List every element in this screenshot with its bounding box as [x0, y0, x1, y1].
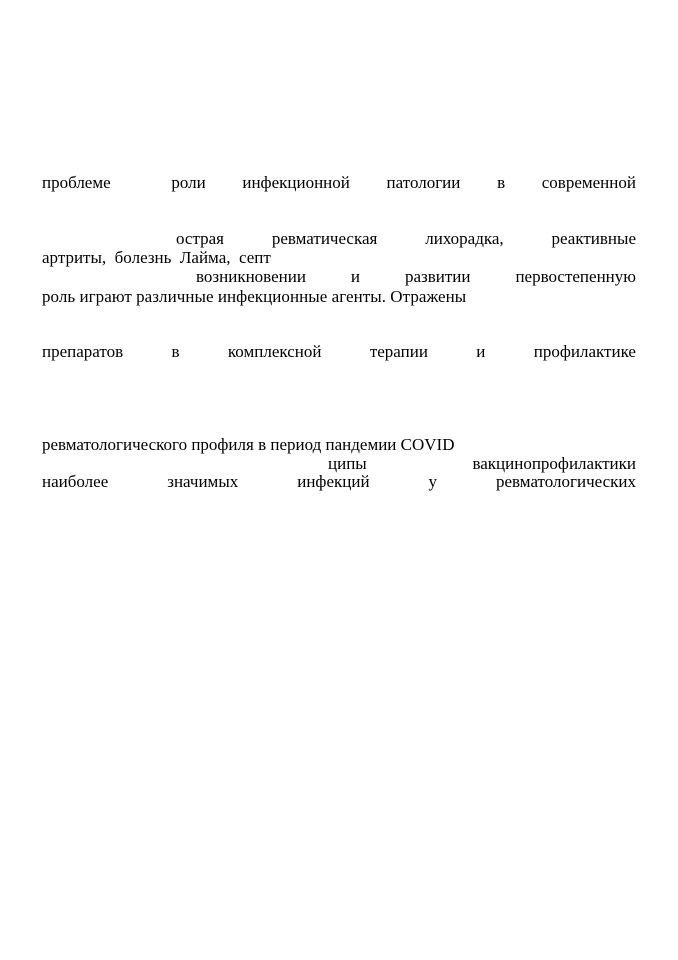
text-line-8: [328, 454, 636, 474]
word: у: [428, 472, 438, 491]
word: профилактике: [533, 342, 636, 361]
word: инфекционной: [242, 173, 350, 192]
word: наиболее: [42, 472, 109, 491]
text-line-2: [176, 229, 636, 249]
word: в: [171, 342, 180, 361]
word: терапии: [369, 342, 428, 361]
word: значимых: [167, 472, 239, 491]
word: комплексной: [227, 342, 322, 361]
word: реактивные: [551, 229, 636, 248]
word: препаратов: [42, 342, 124, 361]
word: развитии: [404, 267, 471, 286]
word: современной: [541, 173, 636, 192]
text-line-3: артриты, болезнь Лайма, септ: [42, 248, 271, 267]
text-line-5: роль играют различные инфекционные агенты. Отражены: [42, 287, 467, 306]
word: инфекций: [297, 472, 370, 491]
word: острая: [176, 229, 224, 248]
word: и: [350, 267, 361, 286]
word: вакцинопрофилактики: [472, 454, 636, 473]
word: роли: [171, 173, 206, 192]
word: возникновении: [196, 267, 306, 286]
text-line-4: [196, 267, 636, 287]
word: лихорадка,: [425, 229, 504, 248]
word: ревматическая: [271, 229, 378, 248]
word: ревматологических: [496, 472, 636, 491]
word: проблеме: [42, 173, 111, 192]
word: ципы: [328, 454, 367, 473]
text-line-7: ревматологического профиля в период пандемии COVID: [42, 435, 455, 454]
text-line-6: [42, 342, 636, 362]
word: патологии: [386, 173, 461, 192]
word: в: [497, 173, 506, 192]
text-line-9: [42, 472, 636, 492]
word: и: [476, 342, 486, 361]
text-line-1: [42, 173, 636, 193]
word: первостепенную: [515, 267, 636, 286]
